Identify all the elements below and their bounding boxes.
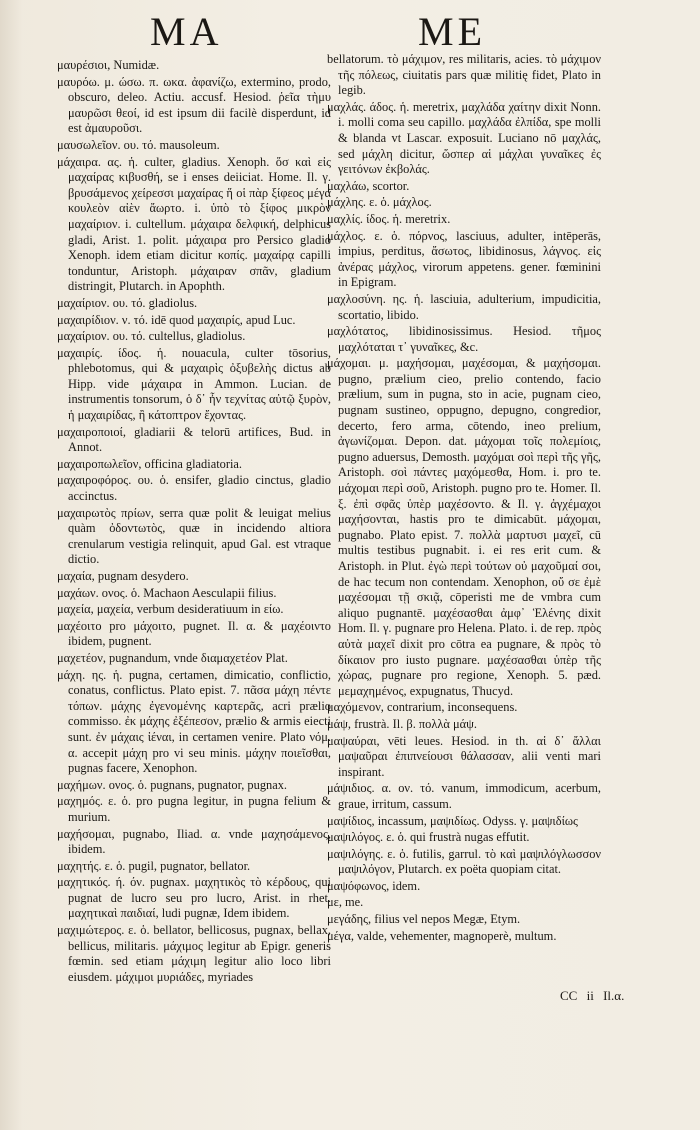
- dictionary-entry: μαυσωλεῖον. ου. τό. mausoleum.: [57, 137, 220, 152]
- dictionary-entry: μαυρόω. μ. ώσω. π. ωκα. ἀφανίζω, extermino, prodo, obscuro, deleo. Actiu. accusf. Hesiod. ῥεῖα τὴμυ μαυρῶσι θεοί, id est ipsum dii facilè disperdunt, id est ἀμαυροῦσι.: [57, 74, 331, 136]
- dictionary-entry: μαχόμενον, contrarium, inconsequens.: [327, 700, 518, 715]
- dictionary-entry: μεγάδης, filius vel nepos Megæ, Etym.: [327, 912, 521, 927]
- running-head-left: MA: [150, 9, 223, 54]
- dictionary-entry: μάψιδιος. α. ον. τό. vanum, immodicum, acerbum, graue, irritum, cassum.: [327, 781, 601, 811]
- dictionary-entry: μαχλάς. άδος. ἡ. meretrix, μαχλάδα χαίτην dixit Nonn. i. molli coma seu capillo. μαχλάδα ἐλπίδα, spe molli & blanda vt Lascar. exposuit. Luciano nō μαχλάς, sed μάχλη dicitur, ὥσπερ αἱ μάχλαι γυναῖκες ἐς γειτόνων ἐκβολάς.: [327, 99, 601, 177]
- dictionary-entry: μαχετέον, pugnandum, vnde διαμαχετέον Plat.: [57, 650, 288, 665]
- dictionary-entry: μαχαιροπωλεῖον, officina gladiatoria.: [57, 456, 242, 471]
- dictionary-entry: μάψ, frustrà. Il. β. πολλὰ μάψ.: [327, 716, 477, 731]
- running-head-right: ME: [418, 9, 486, 54]
- left-column: [57, 58, 331, 986]
- right-column: [327, 52, 601, 945]
- dictionary-entry: μαχημός. ε. ὁ. pro pugna legitur, in pugna felium & murium.: [57, 794, 331, 824]
- dictionary-entry: μαυρέσιοι, Numidæ.: [57, 58, 160, 72]
- dictionary-entry: μαχάων. ονος. ὁ. Machaon Aesculapii filius.: [57, 585, 277, 600]
- page-fold-shadow: [0, 0, 22, 1130]
- dictionary-entry: μαχητής. ε. ὁ. pugil, pugnator, bellator.: [57, 858, 251, 873]
- dictionary-entry: μαχλοσύνη. ης. ἡ. lasciuia, adulterium, impudicitia, scortatio, libido.: [327, 291, 601, 322]
- dictionary-entry: μαψαύραι, vēti leues. Hesiod. in th. αἱ δ᾽ ἄλλαι μαψαῦραι ἐπιπνείουσι θάλασσαν, alii venti mari inspirant.: [327, 733, 601, 779]
- dictionary-entry: μαψίδιος, incassum, μαψιδίως. Odyss. γ. μαψιδίως: [327, 813, 578, 828]
- dictionary-entry: μάχλης. ε. ὁ. μάχλος.: [327, 195, 432, 210]
- dictionary-entry: μαχαιροφόρος. ου. ὁ. ensifer, gladio cinctus, gladio accinctus.: [57, 473, 331, 504]
- dictionary-entry: bellatorum. τὸ μάχιμον, res militaris, acies. τὸ μάχιμον τῆς πόλεως, ciuitatis pars quæ militię fidet, Plato in legib.: [327, 52, 601, 98]
- dictionary-entry: μαχλότατος, libidinosissimus. Hesiod. τῆμος μαχλόταται τ᾽ γυναῖκες, &c.: [327, 324, 601, 354]
- page-signature: CC ii Il.α.: [560, 988, 625, 1003]
- dictionary-entry: μαχαίριον. ου. τό. cultellus, gladiolus.: [57, 329, 246, 344]
- dictionary-entry: μέγα, valde, vehementer, magnoperè, multum.: [327, 928, 557, 943]
- dictionary-entry: μαχαιρίς. ίδος. ἡ. nouacula, culter tōsorius, phlebotomus, qui & μαχαιρὶς ὀξυβελὴς dictus ab Hipp. vide μάχαιρα in Ammon. Lucian. de instrumentis tonsorum, ὁ δ᾽ ἦν τεχνίτας αὐτῷ ξυρὸν, ἡ μαχαιρίδας, ἢ κάτοπτρον ἔχοντας.: [57, 345, 331, 423]
- dictionary-entry: μάχλος. ε. ὁ. πόρνος, lasciuus, adulter, intēperās, impius, perditus, ἄσωτος, libidinosus, λάγνος. εἰς ἀνέρας μάχλος, virorum appetens. gener. fœminini in Epigram.: [327, 228, 601, 290]
- dictionary-entry: μαχητικός. ή. όν. pugnax. μαχητικὸς τὸ κέρδους, qui pugnat de lucro seu pro lucro, Arist. in rhet. μαχητικαὶ παιδιαί, ludi pugnæ, Idem ibidem.: [57, 875, 331, 921]
- dictionary-entry: μάχη. ης. ἡ. pugna, certamen, dimicatio, conflictio, conatus, conflictus. Plato epist. 7. πᾶσα μάχη πέντε τόπων. μάχης ἐγενομένης καρτερᾶς, acri prælio commisso. ἐκ μάχης ἐξέπεσον, prælio & armis eiecti sunt. ἐν μάχαις ἰέναι, in certamen venire. Plato νόμ. α. accepit μάχη pro vi seu minis. μάχην ποιεῖσθαι, pugnas facere, Xenophon.: [57, 667, 331, 776]
- dictionary-entry: μαχαία, pugnam desydero.: [57, 569, 189, 583]
- dictionary-entry: μαχιμώτερος. ε. ὁ. bellator, bellicosus, pugnax, bellax, bellicus, militaris. μάχιμος legitur ab Epigr. generis fœmin. sed etiam μάχιμη legitur alio loco libri eiusdem. μάχιμοι μυριάδες, myriades: [57, 923, 331, 984]
- dictionary-entry: μαχαιροποιοί, gladiarii & telorū artifices, Bud. in Annot.: [57, 424, 331, 455]
- dictionary-entry: μαψιλόγος. ε. ὁ. qui frustrà nugas effutit.: [327, 830, 530, 845]
- dictionary-entry: μαχλίς. ίδος. ἡ. meretrix.: [327, 211, 451, 226]
- dictionary-entry: μαψόφωνος, idem.: [327, 878, 421, 893]
- dictionary-entry: μαχεία, μαχεία, verbum desideratiuum in είω.: [57, 602, 284, 617]
- dictionary-entry: μαχαιρωτὸς πρίων, serra quæ polit & leuigat melius quàm ὀδοντωτὸς, quæ in incidendo altiora crenularum vestigia relinquit, apud Gal. est vtraque dictio.: [57, 505, 331, 567]
- dictionary-entry: μαχλάω, scortor.: [327, 178, 410, 193]
- dictionary-entry: μάχαιρα. ας. ἡ. culter, gladius. Xenoph. ὅσ καὶ εἰς μαχαίρας κιβυσθή, se i enses deiiciat. Home. Il. γ. βρυσάμενος χείρεσσι μαχαίρας ἥ οἱ πὰρ ξίφεος μέγα κουλεὸν αἰὲν ἄωρτο. i. ὑπὸ τὸ ξίφος μικρὸν μαχαίριον. i. cultellum. μάχαιρα δελφική, delphicus gladi, Arist. 1. polit. μάχαιρα pro Persico gladio Xenoph. idem etiam dicitur κοπίς. μαχαίρᾳ capilli tonduntur, Aristoph. μάχαιραν σπᾶν, gladium distringit, Plutarch. in Apophth.: [57, 154, 331, 294]
- dictionary-entry: μάχομαι. μ. μαχήσομαι, μαχέσομαι, & μαχήσομαι. pugno, prælium cieo, prelio contendo, facio prælium, sum in pugna, sto in acie, pugnam cieo, pugnam sustineo, oppugno, depugno, congredior, decerto, fero arma, cōtendo, ineo prelium, ἀγωνίζομαι. Depon. dat. μάχομαι τοῖς πολεμίοις, pugno aduersus, Demosth. μαχόμαι σοὶ περὶ τῆς γῆς, Aristoph. σοὶ πάντες μαχόμεσθα, Hom. i. pro te. μάχομαι περὶ σοῦ, Aristoph. pugno pro te. Homer. Il. ξ. ἐπὶ σφᾶς ὑπὲρ μαχέσοντο. & Il. γ. ἀγχέμαχοι μαχήσονται, hastis pro te dimicabūt. μάχομαι, pugnabo. Plato epist. 7. πολλὰ μαρτυσι μαχεῖ, cū multis testibus pugnabit. i. ei res erit cum. & Aristoph. in Plut. ἐγὼ περὶ τούτων οὐ μαχοῦμαί σοι, de hac tecum non contendam. Xenophon, οὔ σε ἐμὲ μαχέσομαι τῇ σκιᾷ, cōperisti me de vmbra cum aliquo pugnantē. μαχέσασθαι ἀμφ᾽ Ἑλένης dixit Hom. Il. γ. pugnare pro Helena. Plato. i. de rep. πρὸς αὐτὰ μαχεῖ dixit pro cōtra ea pugnare, & πρὸς τὸ δίκαιον pro iusto pugnare. μαχέσασθαι ὑπὲρ τῆς χώρας, pugnare pro regione, Xenoph. 5. pæd. μεμαχημένος, expugnatus, Thucyd.: [327, 356, 601, 698]
- dictionary-entry: μαψιλόγης. ε. ὁ. futilis, garrul. τὸ καὶ μαψιλόγλωσσον μαψιλόγον, Plutarch. ex poëta quopiam citat.: [327, 846, 601, 877]
- dictionary-entry: μαχαιρίδιον. ν. τό. idē quod μαχαιρίς, apud Luc.: [57, 312, 296, 327]
- dictionary-entry: με, me.: [327, 895, 364, 910]
- dictionary-entry: μαχαίριον. ου. τό. gladiolus.: [57, 295, 198, 310]
- dictionary-entry: μαχήσομαι, pugnabo, Iliad. α. vnde μαχησάμενος, ibidem.: [57, 826, 331, 857]
- dictionary-entry: μαχέοιτο pro μάχοιτο, pugnet. Il. α. & μαχέοιντο ibidem, pugnent.: [57, 618, 331, 649]
- dictionary-entry: μαχήμων. ονος. ὁ. pugnans, pugnator, pugnax.: [57, 777, 288, 792]
